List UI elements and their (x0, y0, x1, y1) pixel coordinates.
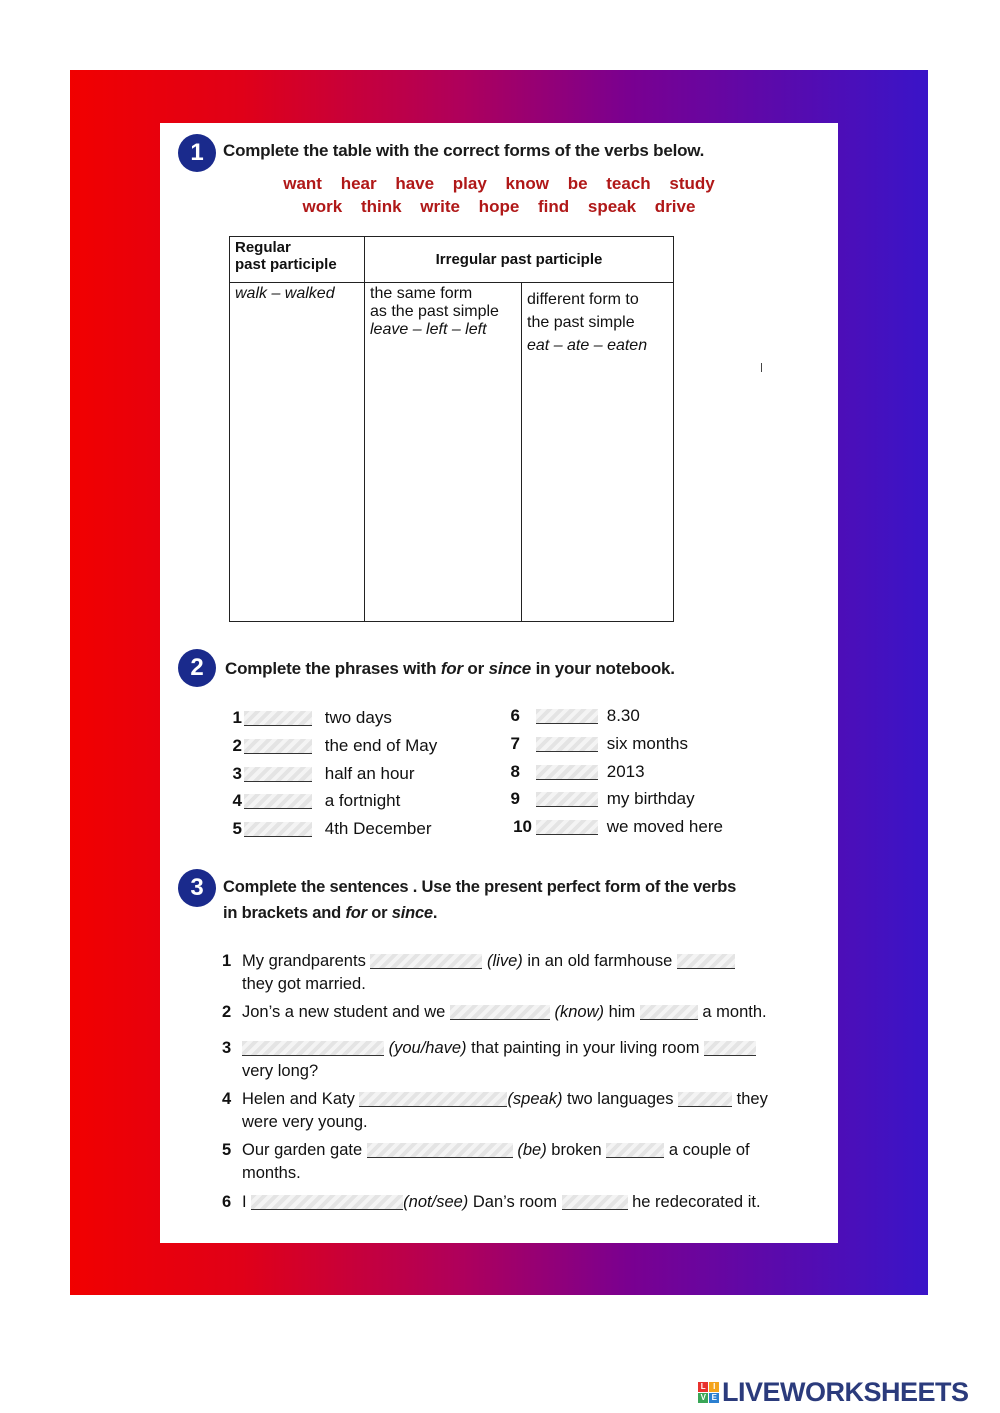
sentence-5-verb-blank[interactable] (367, 1143, 513, 1158)
sentence-5: 5 Our garden gate (be) broken a couple of months. (222, 1141, 750, 1182)
phrase-3-blank[interactable] (244, 767, 312, 782)
phrase-9-blank[interactable] (536, 792, 598, 807)
logo-mark-icon: L I V E (698, 1382, 719, 1403)
sentence-6: 6 I (not/see) Dan’s room he redecorated it. (222, 1193, 761, 1211)
phrase-5-blank[interactable] (244, 822, 312, 837)
phrase-9: 9 my birthday (510, 789, 695, 808)
exercise-2-badge: 2 (178, 649, 216, 687)
different-form-example: eat – ate – eaten (527, 337, 648, 354)
col-regular-header: Regular past participle (230, 237, 365, 283)
exercise-1-badge: 1 (178, 134, 216, 172)
stray-mark (761, 363, 762, 372)
logo-text: LIVEWORKSHEETS (722, 1377, 969, 1407)
phrase-6-blank[interactable] (536, 709, 598, 724)
phrase-10-blank[interactable] (536, 820, 598, 835)
phrase-8-blank[interactable] (536, 765, 598, 780)
worksheet-page (160, 123, 838, 1243)
phrase-3: 3 half an hour (232, 764, 415, 783)
sentence-4-for-since-blank[interactable] (678, 1092, 732, 1107)
exercise-3-instruction-line-1: Complete the sentences . Use the present perfect form of the verbs (223, 878, 737, 896)
phrase-2-blank[interactable] (244, 739, 312, 754)
phrase-4: 4 a fortnight (232, 791, 401, 810)
phrase-8: 8 2013 (510, 762, 645, 781)
sentence-4: 4 Helen and Katy (speak) two languages they were very young. (222, 1090, 768, 1131)
same-form-column-cell[interactable]: the same form as the past simple leave – left – left (365, 283, 522, 622)
phrase-7-blank[interactable] (536, 737, 598, 752)
sentence-2: 2 Jon’s a new student and we (know) him a month. (222, 1003, 767, 1021)
sentence-5-for-since-blank[interactable] (606, 1143, 664, 1158)
phrase-1-blank[interactable] (244, 711, 312, 726)
sentence-1-for-since-blank[interactable] (677, 954, 735, 969)
sentence-4-verb-blank[interactable] (359, 1092, 507, 1107)
verb-list-line-1: want hear have play know be teach study (283, 174, 715, 193)
different-form-column-cell[interactable]: different form to the past simple eat – ate – eaten (522, 283, 674, 622)
sentence-3-for-since-blank[interactable] (704, 1041, 756, 1056)
phrase-2: 2 the end of May (232, 736, 438, 755)
phrase-1: 1 two days (232, 708, 392, 727)
phrase-7: 7 six months (510, 734, 688, 753)
sentence-2-for-since-blank[interactable] (640, 1005, 698, 1020)
sentence-3-verb-blank[interactable] (242, 1041, 384, 1056)
exercise-3-instruction-line-2: in brackets and for or since. (223, 904, 438, 922)
sentence-1: 1 My grandparents (live) in an old farmhouse they got married. (222, 950, 822, 996)
exercise-1-instruction: Complete the table with the correct forms of the verbs below. (223, 141, 705, 160)
sentence-3: 3 (you/have) that painting in your living room very long? (222, 1037, 822, 1083)
col-irregular-header: Irregular past participle (365, 237, 674, 283)
verb-table (229, 236, 674, 622)
sentence-6-verb-blank[interactable] (251, 1195, 403, 1210)
regular-example: walk – walked (235, 285, 335, 302)
phrase-5: 5 4th December (232, 819, 432, 838)
sentence-1-verb-blank[interactable] (370, 954, 482, 969)
liveworksheets-logo[interactable] (698, 1377, 969, 1408)
exercise-2-instruction: Complete the phrases with for or since in your notebook. (225, 659, 675, 678)
regular-column-cell[interactable] (230, 283, 365, 622)
phrase-6: 6 8.30 (510, 706, 640, 725)
same-form-example: leave – left – left (370, 321, 487, 338)
phrase-10: 10 we moved here (513, 817, 723, 836)
exercise-3-badge: 3 (178, 869, 216, 907)
sentence-2-verb-blank[interactable] (450, 1005, 550, 1020)
verb-list-line-2: work think write hope find speak drive (302, 197, 696, 216)
phrase-4-blank[interactable] (244, 794, 312, 809)
sentence-6-for-since-blank[interactable] (562, 1195, 628, 1210)
